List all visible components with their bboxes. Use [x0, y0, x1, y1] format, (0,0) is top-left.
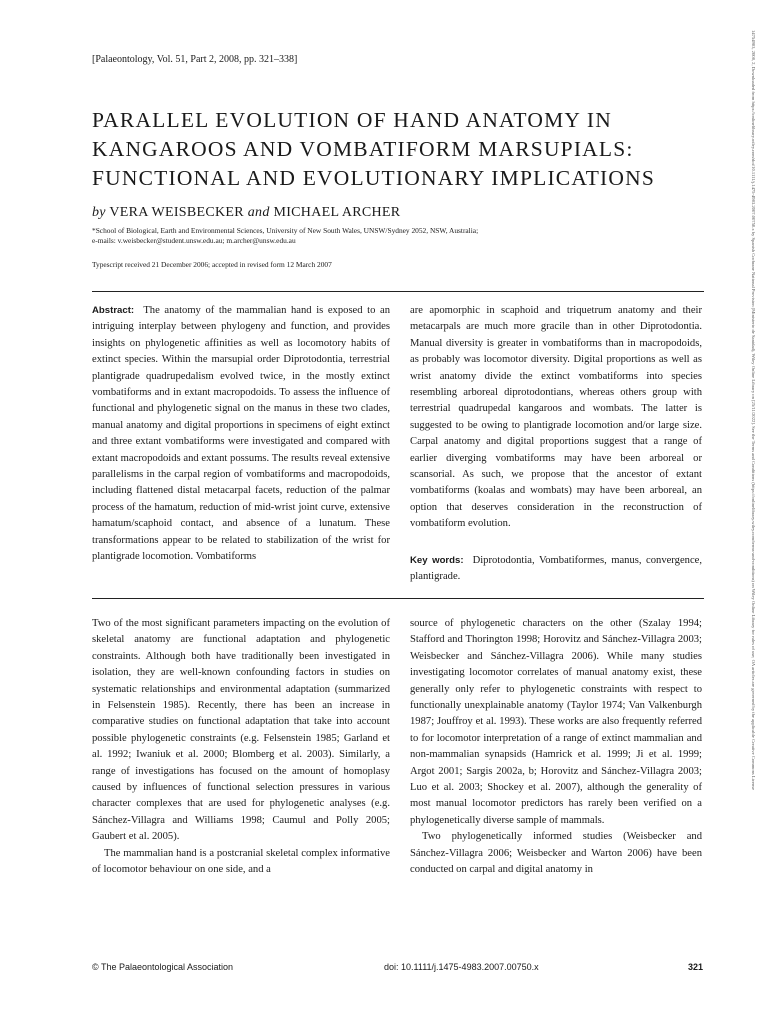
- abstract-left-column: [92, 303, 390, 566]
- by-word: by: [92, 205, 106, 220]
- abstract-right-column: [410, 303, 702, 533]
- author-2: MICHAEL ARCHER: [273, 205, 401, 220]
- abstract-text-right: are apomorphic in scaphoid and triquetrum anatomy and their metacarpals are much more gracile than in other Diprotodontia. Manual diversity is greater in vombatiforms than in macropodoids, as probably was locomotor diversity. Digital proportions as well as wrist anatomy divide the extinct vombatiforms into species resembling arboreal diprotodontians, whereas others group with terrestrial quadrupedal kangaroos and wombats. The latter is suggested to be owing to plantigrade locomotion and/or large size. Carpal anatomy and digital proportions suggest that a range of earlier diverging vombatiforms may have been arboreal or scansorial. As such, we propose that the ancestor of extant vombatiforms (koalas and wombats) may have been arboreal, an option that deserves consideration in the reconstruction of vombatiform evolution.: [410, 305, 702, 530]
- author-1: VERA WEISBECKER: [109, 205, 244, 220]
- abstract-label: Abstract:: [92, 305, 135, 316]
- body-right-column: [410, 616, 702, 879]
- keywords-label: Key words:: [410, 555, 464, 566]
- email-line: e-mails: v.weisbecker@student.unsw.edu.au; m.archer@unsw.edu.au: [92, 236, 296, 245]
- body-paragraph: The mammalian hand is a postcranial skeletal complex informative of locomotor behaviour on one side, and a: [92, 847, 390, 876]
- footer-publisher: © The Palaeontological Association: [92, 962, 234, 972]
- author-line: [92, 205, 400, 221]
- footer-doi[interactable]: doi: 10.1111/j.1475-4983.2007.00750.x: [384, 962, 539, 972]
- keywords: [410, 553, 702, 586]
- abstract-top-rule: [92, 291, 704, 292]
- affiliation: [92, 226, 712, 246]
- title-line-1: PARALLEL EVOLUTION OF HAND ANATOMY IN: [92, 108, 612, 132]
- keywords-text: Diprotodontia, Vombatiformes, manus, convergence, plantigrade.: [410, 555, 702, 583]
- and-word: and: [247, 205, 270, 220]
- title-line-3: FUNCTIONAL AND EVOLUTIONARY IMPLICATIONS: [92, 166, 655, 190]
- download-notice: 14754983, 2008, 2, Downloaded from https://onlinelibrary.wiley.com/doi/10.1111/j.1475-4983.2007.00750.x by Spanish Cochrane National Provision (Ministerio de Sanidad), Wiley Online Library on [25/11/2022]. See the Terms and Conditions (https://onlinelibrary.wiley.com/terms-and-conditions) on Wiley Online Library for rules of use; OA articles are governed by the applicable Creative Commons License: [751, 30, 756, 791]
- affiliation-line: *School of Biological, Earth and Environmental Sciences, University of New South Wales, UNSW/Sydney 2052, NSW, Australia;: [92, 226, 479, 235]
- body-left-column: [92, 616, 390, 879]
- title-line-2: KANGAROOS AND VOMBATIFORM MARSUPIALS:: [92, 137, 634, 161]
- abstract-bottom-rule: [92, 598, 704, 599]
- body-paragraph: Two of the most significant parameters impacting on the evolution of skeletal anatomy are functional adaptation and phylogenetic constraints. Although both have traditionally been investigated in isolation, they are well-known confounding factors in studies on systematic relationships and environmental adaptation (summarized in Felsenstein 1985). Recently, there has been an increase in comparative studies on functional adaptation that take into account possible phylogenetic constraints (e.g. Felsenstein 1985; Garland et al. 1992; Iwaniuk et al. 2000; Blomberg et al. 2003). Similarly, a range of investigations has focused on the amount of homoplasy caused by influences of functional selection pressures in various character complexes that are used for phylogenetic analyses (e.g. Sánchez-Villagra and Williams 1998; Caumul and Polly 2005; Gaubert et al. 2005).: [92, 618, 390, 843]
- page-number: 321: [687, 962, 703, 972]
- abstract-text-left: The anatomy of the mammalian hand is exposed to an intriguing interplay between phylogeny and function, and provides insights on phylogenetic affinities as well as locomotory habits of extinct species. Within the marsupial order Diprotodontia, terrestrial plantigrade quadrupedalism evolved twice, in the mostly extinct vombatiforms and in extant macropodoids. To assess the influence of functional and phylogenetic signal on the manus in these two clades, manual anatomy and digital proportions in specimens of eight extinct and three extant vombatiforms were investigated and compared with extant macropodoids and extant possums. The results reveal extensive parallelisms in the carpal region of vombatiforms and macropodoids, including flattened distal metacarpal facets, reduction of the palmar process of the hamatum, reduction of mid-wrist joint curve, extensive hamatum/scaphoid contact, and absence of a lunatum. These transformations appear to be related to stabilization of the wrist for plantigrade locomotion. Vombatiforms: [92, 305, 390, 563]
- body-paragraph: Two phylogenetically informed studies (Weisbecker and Sánchez-Villagra 2006; Weisbecker and Warton 2006) have been conducted on carpal and digital anatomy in: [410, 831, 702, 876]
- journal-citation: [Palaeontology, Vol. 51, Part 2, 2008, pp. 321–338]: [92, 54, 298, 65]
- submission-dates: Typescript received 21 December 2006; accepted in revised form 12 March 2007: [92, 260, 332, 269]
- article-title: [92, 106, 692, 193]
- body-paragraph: source of phylogenetic characters on the other (Szalay 1994; Stafford and Thorington 1998; Horovitz and Sánchez-Villagra 2003; Weisbecker and Sánchez-Villagra 2006). While many studies investigating locomotor correlates of manual anatomy exist, these generally only refer to phylogenetic constraints with respect to functionally unexplainable anatomy (Taylor 1974; Van Valkenburgh 1987; Jouffroy et al. 1993). These works are also frequently referred to for locomotor interpretation of a range of extinct mammalian and non-mammalian synapsids (Hamrick et al. 1999; Ji et al. 1999; Argot 2001; Sargis 2002a, b; Horovitz and Sánchez-Villagra 2003; Luo et al. 2003; Shockey et al. 2007), although the generality of most manual locomotor predictors has rarely been verified on a phylogenetically diverse sample of mammals.: [410, 618, 702, 826]
